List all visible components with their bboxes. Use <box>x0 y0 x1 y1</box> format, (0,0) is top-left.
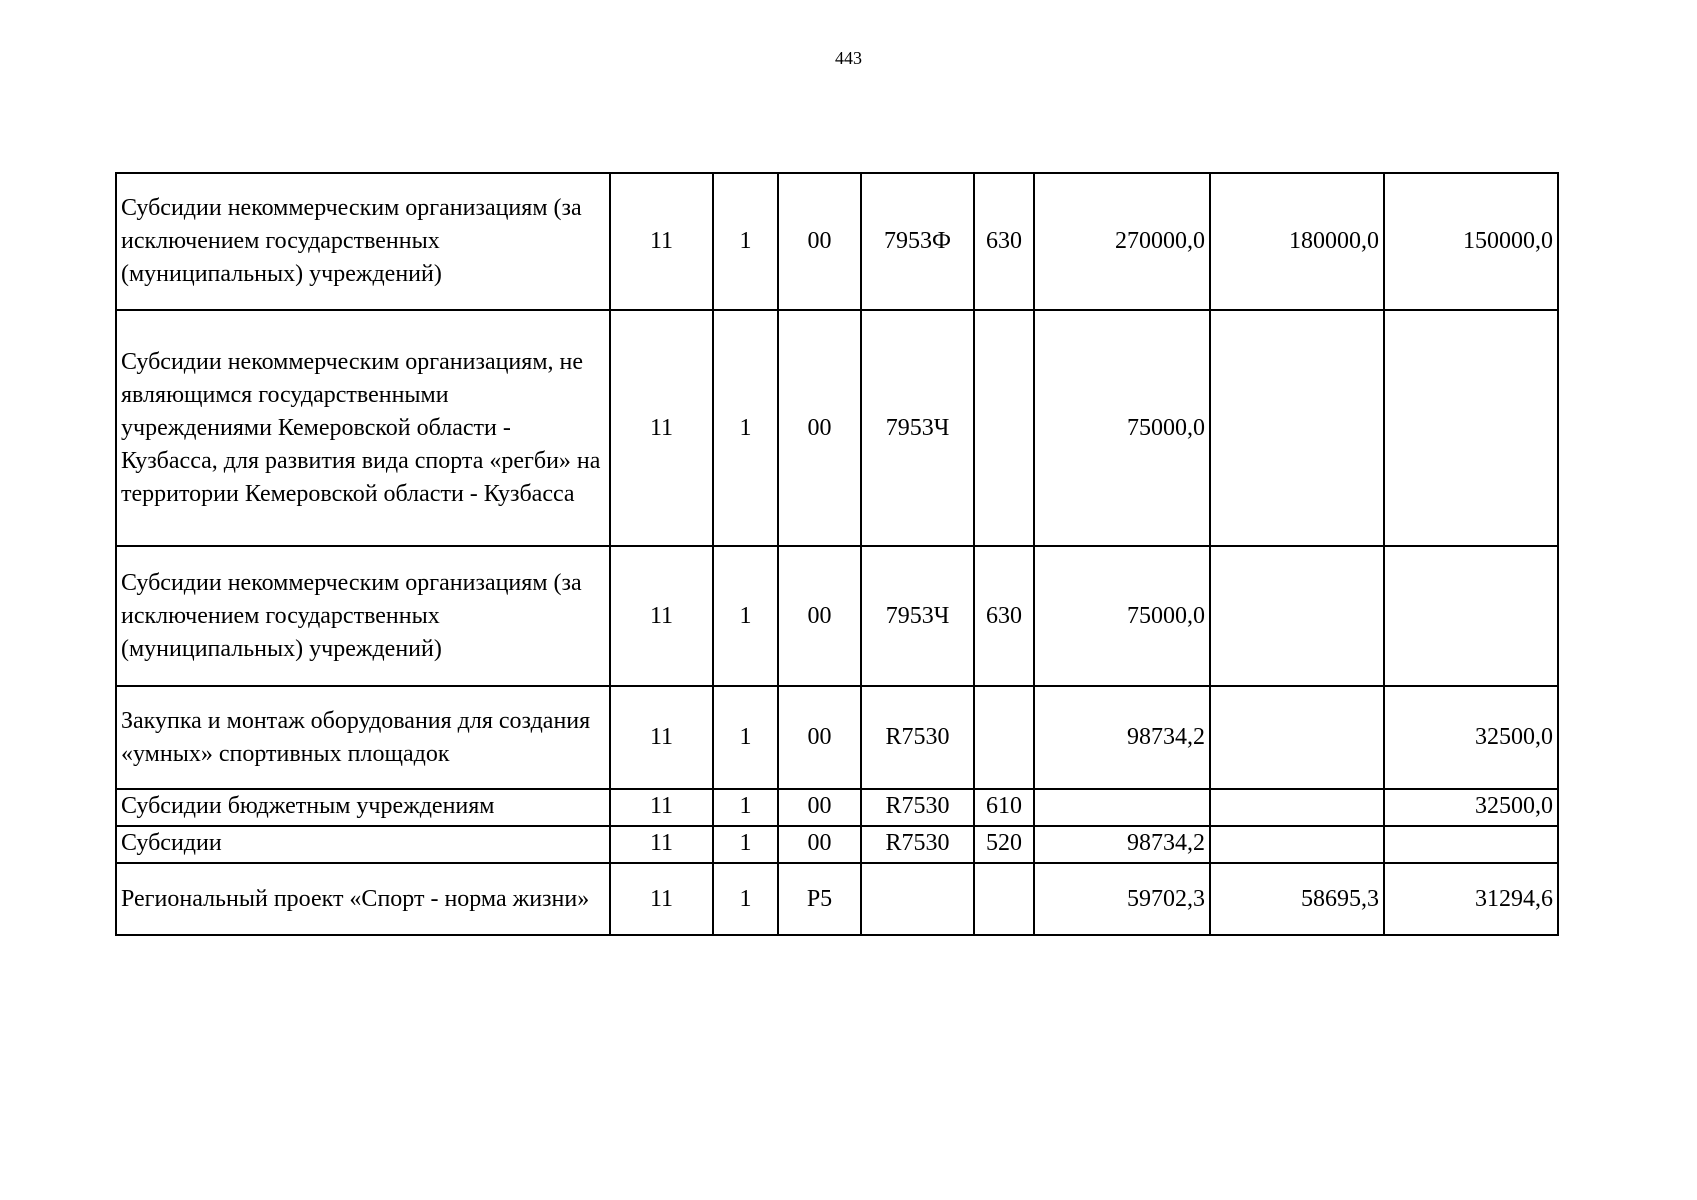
section-code: 11 <box>610 173 713 310</box>
expense-type-code: 520 <box>974 826 1034 863</box>
row-name: Субсидии некоммерческим организациям (за исключением государственных (муниципальных) учреждений) <box>116 546 610 686</box>
amount-year-2 <box>1210 789 1384 826</box>
budget-table <box>115 172 1559 936</box>
page-number: 443 <box>835 48 862 68</box>
expense-type-code: 630 <box>974 173 1034 310</box>
amount-year-1: 98734,2 <box>1034 686 1210 789</box>
program-code: 1 <box>713 546 778 686</box>
amount-year-2 <box>1210 686 1384 789</box>
subprogram-code: 00 <box>778 310 861 546</box>
table-row <box>116 546 1558 686</box>
program-code: 1 <box>713 863 778 935</box>
subprogram-code: 00 <box>778 826 861 863</box>
row-name: Закупка и монтаж оборудования для создания «умных» спортивных площадок <box>116 686 610 789</box>
section-code: 11 <box>610 826 713 863</box>
amount-year-1: 75000,0 <box>1034 310 1210 546</box>
row-name: Региональный проект «Спорт - норма жизни» <box>116 863 610 935</box>
amount-year-1: 98734,2 <box>1034 826 1210 863</box>
row-name: Субсидии бюджетным учреждениям <box>116 789 610 826</box>
program-code: 1 <box>713 826 778 863</box>
target-code: 7953Ф <box>861 173 974 310</box>
row-name: Субсидии некоммерческим организациям (за исключением государственных (муниципальных) учреждений) <box>116 173 610 310</box>
amount-year-3 <box>1384 310 1558 546</box>
table-row <box>116 310 1558 546</box>
program-code: 1 <box>713 789 778 826</box>
amount-year-2: 180000,0 <box>1210 173 1384 310</box>
target-code: R7530 <box>861 686 974 789</box>
amount-year-3: 32500,0 <box>1384 789 1558 826</box>
expense-type-code: 610 <box>974 789 1034 826</box>
program-code: 1 <box>713 173 778 310</box>
section-code: 11 <box>610 863 713 935</box>
amount-year-2 <box>1210 310 1384 546</box>
section-code: 11 <box>610 789 713 826</box>
expense-type-code <box>974 863 1034 935</box>
table-row <box>116 789 1558 826</box>
subprogram-code: 00 <box>778 789 861 826</box>
amount-year-1: 75000,0 <box>1034 546 1210 686</box>
amount-year-2 <box>1210 826 1384 863</box>
row-name: Субсидии некоммерческим организациям, не являющимся государственными учреждениями Кемеровской области - Кузбасса, для развития вида спорта «регби» на территории Кемеровской области - Кузбасса <box>116 310 610 546</box>
amount-year-3 <box>1384 826 1558 863</box>
amount-year-1: 59702,3 <box>1034 863 1210 935</box>
table-row <box>116 686 1558 789</box>
table-row <box>116 863 1558 935</box>
program-code: 1 <box>713 310 778 546</box>
subprogram-code: 00 <box>778 173 861 310</box>
section-code: 11 <box>610 310 713 546</box>
amount-year-1 <box>1034 789 1210 826</box>
row-name: Субсидии <box>116 826 610 863</box>
target-code: R7530 <box>861 826 974 863</box>
section-code: 11 <box>610 546 713 686</box>
expense-type-code <box>974 310 1034 546</box>
amount-year-3 <box>1384 546 1558 686</box>
subprogram-code: P5 <box>778 863 861 935</box>
amount-year-3: 32500,0 <box>1384 686 1558 789</box>
target-code <box>861 863 974 935</box>
target-code: R7530 <box>861 789 974 826</box>
target-code: 7953Ч <box>861 310 974 546</box>
expense-type-code <box>974 686 1034 789</box>
expense-type-code: 630 <box>974 546 1034 686</box>
program-code: 1 <box>713 686 778 789</box>
section-code: 11 <box>610 686 713 789</box>
amount-year-3: 31294,6 <box>1384 863 1558 935</box>
amount-year-1: 270000,0 <box>1034 173 1210 310</box>
target-code: 7953Ч <box>861 546 974 686</box>
amount-year-3: 150000,0 <box>1384 173 1558 310</box>
subprogram-code: 00 <box>778 546 861 686</box>
amount-year-2: 58695,3 <box>1210 863 1384 935</box>
subprogram-code: 00 <box>778 686 861 789</box>
table-row <box>116 826 1558 863</box>
amount-year-2 <box>1210 546 1384 686</box>
table-row <box>116 173 1558 310</box>
